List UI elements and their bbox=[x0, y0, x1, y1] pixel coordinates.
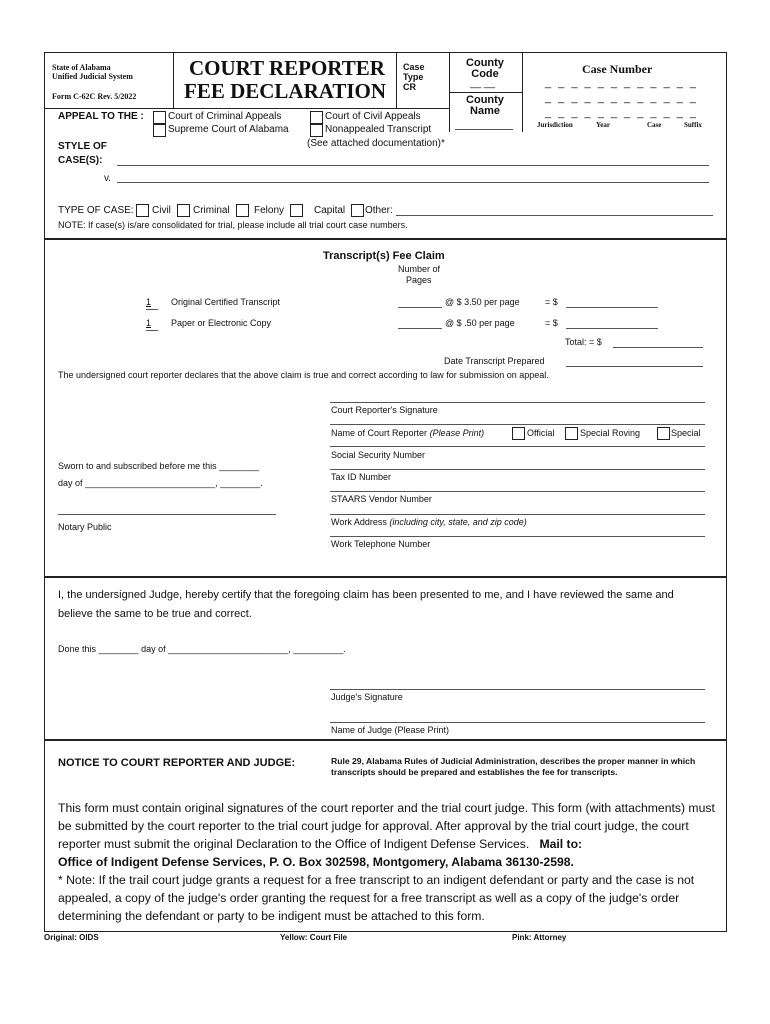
staars-line[interactable] bbox=[330, 514, 705, 515]
consolidated-note: NOTE: If case(s) is/are consolidated for trial, please include all trial court case numbers. bbox=[58, 220, 408, 230]
system-label: Unified Judicial System bbox=[52, 72, 133, 81]
see-attached-note: (See attached documentation)* bbox=[307, 138, 445, 149]
oids-address: Office of Indigent Defense Services, P. O. Box 302598, Montgomery, Alabama 36130-2598. bbox=[58, 855, 574, 869]
staars-label: STAARS Vendor Number bbox=[331, 494, 432, 504]
civil-checkbox[interactable] bbox=[136, 204, 149, 217]
notice-title: NOTICE TO COURT REPORTER AND JUDGE: bbox=[58, 757, 296, 769]
jurisdiction-label: Jurisdiction bbox=[537, 121, 573, 129]
criminal-appeals-checkbox[interactable] bbox=[153, 111, 166, 124]
other-input-line[interactable] bbox=[396, 215, 713, 216]
original-pages-line[interactable] bbox=[398, 307, 442, 308]
appeal-label: APPEAL TO THE : bbox=[58, 111, 144, 122]
copy-rate: @ $ .50 per page bbox=[445, 318, 515, 328]
section-divider bbox=[44, 576, 726, 578]
copy-transcript-label: Paper or Electronic Copy bbox=[171, 318, 272, 328]
criminal-label: Criminal bbox=[193, 205, 230, 216]
work-address-label bbox=[331, 517, 527, 527]
style-label-1: STYLE OF bbox=[58, 141, 107, 152]
work-address-line[interactable] bbox=[330, 536, 705, 537]
indigent-note: * Note: If the trail court judge grants a request for a free transcript to an indigent defendant or party and the case is not appealed, a copy of the judge's order granting the request for a free transcript as well as a copy of the judge's order determining the defendant or party to be indigent must be attached to this form. bbox=[58, 873, 695, 923]
year-label: Year bbox=[596, 121, 610, 129]
versus-label: v. bbox=[104, 173, 112, 184]
reporter-name-line[interactable] bbox=[330, 446, 705, 447]
reporter-name-label bbox=[331, 428, 484, 438]
reporter-signature-line[interactable] bbox=[330, 402, 705, 403]
original-transcript-label: Original Certified Transcript bbox=[171, 297, 281, 307]
nonappealed-checkbox[interactable] bbox=[310, 124, 323, 137]
rule-29-text: Rule 29, Alabama Rules of Judicial Administration, describes the proper manner in which transcripts should be prepared and establishes the fee for transcripts. bbox=[331, 756, 696, 777]
nonappealed-label: Nonappealed Transcript bbox=[325, 124, 432, 135]
special-roving-checkbox[interactable] bbox=[565, 427, 578, 440]
official-checkbox[interactable] bbox=[512, 427, 525, 440]
judge-name-line[interactable] bbox=[330, 722, 705, 723]
judge-signature-line[interactable] bbox=[330, 689, 705, 690]
tax-id-line[interactable] bbox=[330, 491, 705, 492]
case-number-row[interactable]: _ _ _ _ _ _ _ _ _ _ _ _ bbox=[545, 107, 699, 119]
official-label: Official bbox=[527, 428, 555, 438]
notary-signature-line[interactable] bbox=[58, 514, 276, 515]
special-label: Special bbox=[671, 428, 701, 438]
mail-to-label: Mail to: bbox=[539, 837, 583, 851]
county-code-blank: __ __ bbox=[470, 78, 496, 89]
ssn-line[interactable] bbox=[330, 469, 705, 470]
county-name-blank[interactable] bbox=[455, 129, 513, 130]
day-of-text: day of __________________________, ________. bbox=[58, 478, 263, 488]
felony-label: Felony bbox=[254, 205, 285, 216]
footer-pink: Pink: Attorney bbox=[512, 933, 567, 942]
supreme-court-checkbox[interactable] bbox=[153, 124, 166, 137]
notice-body-text: This form must contain original signatures of the court reporter and the trial court judge. This form (with attachments) must be submitted by the court reporter to the trial court judge for approval. After approval by the trial court judge, the court reporter must submit the original Declaration to the Office of Indigent Defense Services. bbox=[58, 801, 715, 851]
state-label: State of Alabama bbox=[52, 63, 111, 72]
pages-label: Pages bbox=[406, 275, 432, 285]
header-rule bbox=[44, 108, 449, 109]
reporter-name-print: (Please Print) bbox=[429, 428, 485, 438]
notary-public-label: Notary Public bbox=[58, 522, 112, 532]
fee-claim-title: Transcript(s) Fee Claim bbox=[323, 250, 445, 262]
criminal-checkbox[interactable] bbox=[177, 204, 190, 217]
reporter-rule bbox=[330, 424, 705, 425]
original-rate: @ $ 3.50 per page bbox=[445, 297, 520, 307]
reporter-declaration: The undersigned court reporter declares that the above claim is true and correct according to law for submission on appeal. bbox=[58, 370, 549, 380]
header-rule bbox=[449, 92, 522, 93]
case-type-label: Case Type bbox=[403, 62, 425, 82]
tax-id-label: Tax ID Number bbox=[331, 472, 392, 482]
judge-certify-line2: believe the same to be true and correct. bbox=[58, 608, 252, 620]
work-address-note: (including city, state, and zip code) bbox=[389, 517, 527, 527]
form-number: Form C-62C Rev. 5/2022 bbox=[52, 92, 137, 101]
number-of-label: Number of bbox=[398, 264, 441, 274]
section-divider bbox=[44, 238, 726, 240]
civil-appeals-label: Court of Civil Appeals bbox=[325, 111, 421, 122]
county-code-label: County Code bbox=[466, 57, 504, 80]
section-divider bbox=[44, 739, 726, 741]
other-label: Other: bbox=[365, 205, 393, 216]
copy-equals: = $ bbox=[545, 318, 558, 328]
date-prepared-label: Date Transcript Prepared bbox=[444, 356, 545, 366]
reporter-signature-label: Court Reporter's Signature bbox=[331, 405, 438, 415]
special-roving-label: Special Roving bbox=[580, 428, 641, 438]
judge-signature-label: Judge's Signature bbox=[331, 692, 403, 702]
original-count-line bbox=[146, 309, 158, 310]
type-of-case-label: TYPE OF CASE: bbox=[58, 205, 134, 216]
civil-label: Civil bbox=[152, 205, 171, 216]
copy-pages-line[interactable] bbox=[398, 328, 442, 329]
header-divider bbox=[522, 52, 523, 132]
done-this-text: Done this ________ day of ________________________, __________. bbox=[58, 644, 346, 654]
case-label: Case bbox=[647, 121, 662, 129]
special-checkbox[interactable] bbox=[657, 427, 670, 440]
form-title-line1: COURT REPORTER bbox=[189, 56, 385, 80]
reporter-name-prefix: Name of Court Reporter bbox=[331, 428, 428, 438]
judge-certify-line1: I, the undersigned Judge, hereby certify that the foregoing claim has been presented to me, and I have reviewed the same and bbox=[58, 589, 674, 601]
capital-checkbox[interactable] bbox=[290, 204, 303, 217]
capital-label: Capital bbox=[314, 205, 346, 216]
work-phone-label: Work Telephone Number bbox=[331, 539, 431, 549]
original-count[interactable]: 1 bbox=[146, 297, 152, 307]
style-case-line-2[interactable] bbox=[117, 182, 709, 183]
copy-count-line bbox=[146, 330, 158, 331]
style-label-2: CASE(S): bbox=[58, 155, 103, 166]
copy-count[interactable]: 1 bbox=[146, 318, 152, 328]
supreme-court-label: Supreme Court of Alabama bbox=[168, 124, 289, 135]
criminal-appeals-label: Court of Criminal Appeals bbox=[168, 111, 282, 122]
form-title-line2: FEE DECLARATION bbox=[184, 79, 387, 103]
case-type-value: CR bbox=[403, 82, 416, 92]
header-divider bbox=[173, 52, 174, 108]
ssn-label: Social Security Number bbox=[331, 450, 426, 460]
work-address-text: Work Address bbox=[331, 517, 387, 527]
civil-appeals-checkbox[interactable] bbox=[310, 111, 323, 124]
notice-body bbox=[58, 799, 718, 925]
date-prepared-line[interactable] bbox=[566, 366, 703, 367]
copy-amount-line[interactable] bbox=[566, 328, 658, 329]
county-name-label: County Name bbox=[466, 94, 504, 117]
case-number-row[interactable]: _ _ _ _ _ _ _ _ _ _ _ _ bbox=[545, 77, 699, 89]
footer-original: Original: OIDS bbox=[44, 933, 99, 942]
header-divider bbox=[396, 52, 397, 108]
case-number-row[interactable]: _ _ _ _ _ _ _ _ _ _ _ _ bbox=[545, 92, 699, 104]
felony-checkbox[interactable] bbox=[236, 204, 249, 217]
judge-name-label: Name of Judge (Please Print) bbox=[331, 725, 450, 735]
footer-yellow: Yellow: Court File bbox=[280, 933, 348, 942]
other-checkbox[interactable] bbox=[351, 204, 364, 217]
sworn-text: Sworn to and subscribed before me this ________ bbox=[58, 461, 260, 471]
total-amount-line[interactable] bbox=[613, 347, 703, 348]
case-number-label: Case Number bbox=[582, 62, 653, 76]
original-amount-line[interactable] bbox=[566, 307, 658, 308]
original-equals: = $ bbox=[545, 297, 558, 307]
total-label: Total: = $ bbox=[565, 337, 602, 347]
suffix-label: Suffix bbox=[684, 121, 702, 129]
style-case-line-1[interactable] bbox=[117, 165, 709, 166]
